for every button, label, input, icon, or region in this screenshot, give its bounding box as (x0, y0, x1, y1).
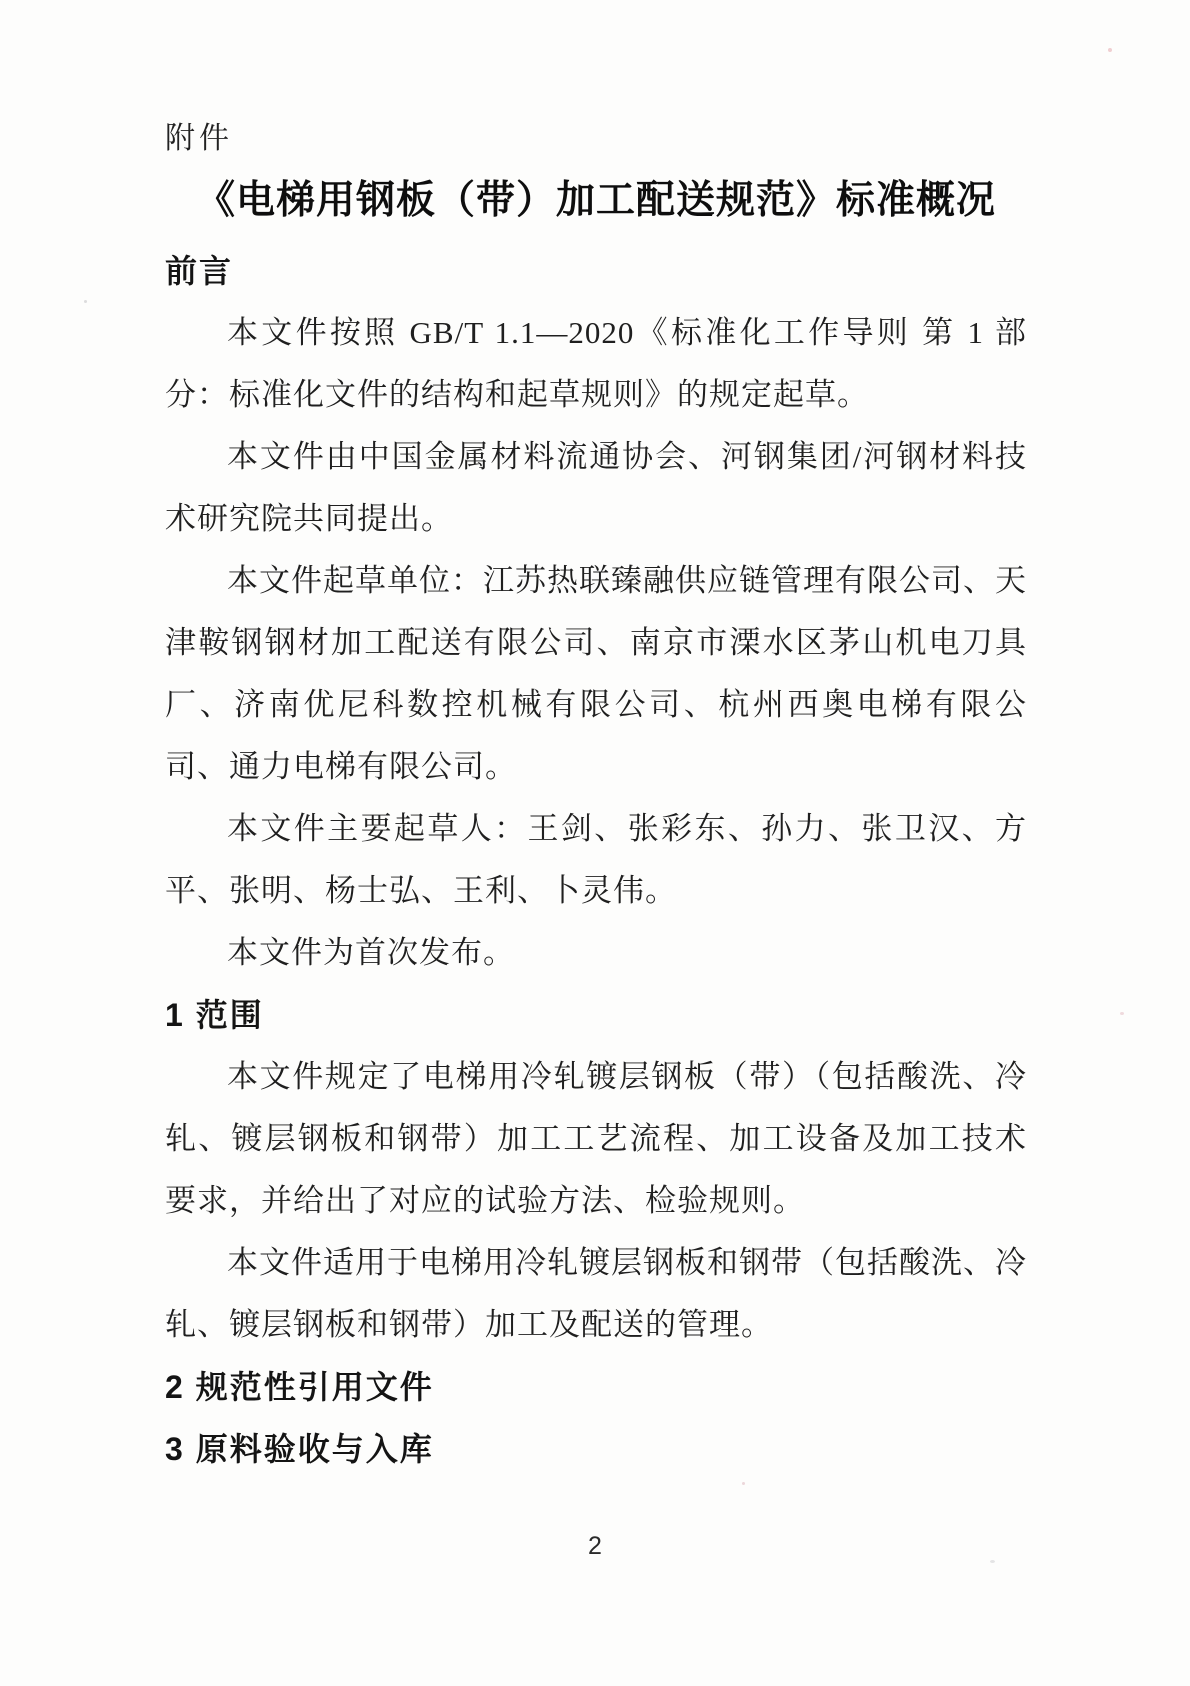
paragraph-first-release: 本文件为首次发布。 (227, 935, 515, 970)
section-heading-raw-material-acceptance: 3 原料验收与入库 (165, 1431, 434, 1467)
paragraph-scope-specifies: 本文件规定了电梯用冷轧镀层钢板（带）（包括酸洗、冷轧、镀层钢板和钢带）加工工艺流程、加工设备及加工技术要求，并给出了对应的试验方法、检验规则。 (165, 1059, 1027, 1218)
attachment-label: 附件 (165, 122, 233, 155)
paragraph-drafting-basis: 本文件按照 GB/T 1.1—2020《标准化工作导则 第 1 部分：标准化文件的结构和起草规则》的规定起草。 (165, 315, 1027, 412)
section-heading-scope: 1 范围 (165, 997, 264, 1033)
section-heading-normative-references: 2 规范性引用文件 (165, 1369, 434, 1405)
scan-speck (1108, 48, 1112, 52)
section-heading-foreword: 前言 (165, 253, 234, 289)
scan-speck (1120, 1012, 1124, 1015)
paragraph-main-drafters: 本文件主要起草人：王剑、张彩东、孙力、张卫汉、方平、张明、杨士弘、王利、卜灵伟。 (165, 811, 1027, 908)
page-number: 2 (588, 1532, 602, 1560)
paragraph-proposed-by: 本文件由中国金属材料流通协会、河钢集团/河钢材料技术研究院共同提出。 (165, 439, 1027, 536)
document-title: 《电梯用钢板（带）加工配送规范》标准概况 (195, 179, 996, 222)
scan-speck (84, 300, 87, 303)
paragraph-drafting-organizations: 本文件起草单位：江苏热联臻融供应链管理有限公司、天津鞍钢钢材加工配送有限公司、南京市溧水区茅山机电刀具厂、济南优尼科数控机械有限公司、杭州西奥电梯有限公司、通力电梯有限公司。 (165, 563, 1027, 784)
scan-speck (742, 1482, 745, 1485)
document-content (165, 116, 1027, 1480)
paragraph-scope-applies: 本文件适用于电梯用冷轧镀层钢板和钢带（包括酸洗、冷轧、镀层钢板和钢带）加工及配送的管理。 (165, 1245, 1027, 1342)
